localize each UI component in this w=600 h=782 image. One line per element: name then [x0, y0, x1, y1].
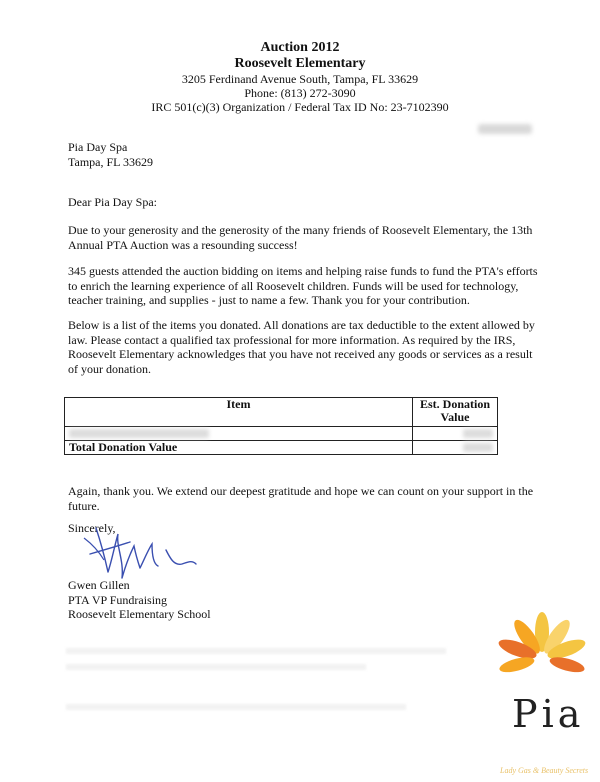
faint-footer-line: [66, 704, 406, 710]
recipient-address: [68, 140, 153, 170]
pia-flower-logo: [492, 606, 592, 776]
paragraph-2: 345 guests attended the auction bidding on items and helping raise funds to fund the PTA's efforts to enrich the learning experience of all Roosevelt children. Funds will be used for technology, teacher training, and supplies - just to name a few. Thank you for your contribution.: [68, 264, 538, 307]
redacted-value-cell: [413, 427, 498, 441]
salutation: Dear Pia Day Spa:: [68, 195, 157, 209]
recipient-name: Pia Day Spa: [68, 140, 128, 154]
paragraph-3: Below is a list of the items you donated. All donations are tax deductible to the extent allowed by law. Please contact a qualified tax professional for more information. As required by the IRS, Roosevelt Elementary acknowledges that you have not received any goods or services as a result of your donation.: [68, 318, 535, 376]
sign-off: Sincerely,: [68, 521, 116, 535]
table-total-row: [65, 441, 498, 455]
table-header-row: [65, 398, 498, 427]
table-row: [65, 427, 498, 441]
column-header-value: Est. Donation Value: [413, 398, 498, 427]
total-label: Total Donation Value: [65, 441, 413, 455]
letterhead-school: Roosevelt Elementary: [234, 56, 366, 71]
pia-wordmark: Pia: [512, 692, 585, 736]
faint-footer-line: [66, 664, 366, 670]
column-header-item: Item: [65, 398, 413, 427]
redacted-date: [478, 124, 532, 134]
letterhead-phone: Phone: (813) 272-3090: [244, 86, 356, 100]
letterhead-tax-id: IRC 501(c)(3) Organization / Federal Tax ID No: 23-7102390: [151, 100, 449, 114]
donation-table: [64, 397, 498, 455]
signer-name: Gwen Gillen: [68, 578, 130, 592]
letterhead-title: Auction 2012: [260, 40, 340, 55]
letterhead-address: 3205 Ferdinand Avenue South, Tampa, FL 33629: [181, 72, 419, 86]
redacted-total-cell: [413, 441, 498, 455]
recipient-city: Tampa, FL 33629: [68, 155, 154, 169]
letterhead: [0, 40, 600, 114]
faint-footer-line: [66, 648, 446, 654]
paragraph-1: Due to your generosity and the generosity of the many friends of Roosevelt Elementary, the 13th Annual PTA Auction was a resounding success!: [68, 223, 533, 252]
redacted-item-cell: [65, 427, 413, 441]
signer-block: [68, 578, 211, 622]
pia-tagline: Lady Gas & Beauty Secrets: [500, 766, 589, 775]
signer-title: PTA VP Fundraising: [68, 592, 168, 607]
signer-org: Roosevelt Elementary School: [68, 607, 211, 621]
closing-paragraph: Again, thank you. We extend our deepest gratitude and hope we can count on your support in the future.: [68, 484, 534, 513]
